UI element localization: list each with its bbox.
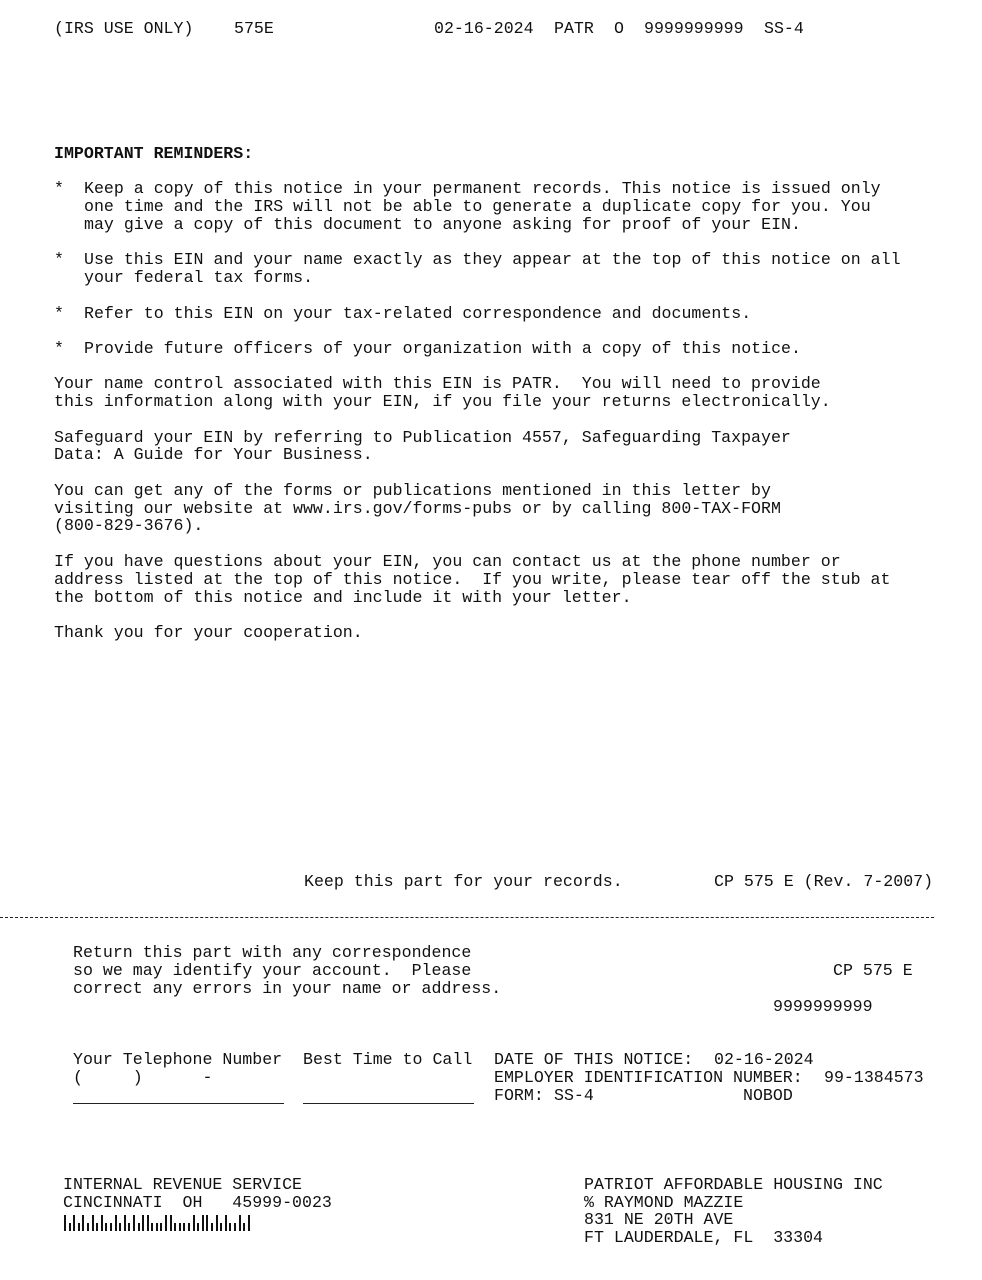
reminders-title: IMPORTANT REMINDERS: <box>54 144 254 163</box>
ein-value: 99-1384573 <box>824 1068 924 1087</box>
text-line: one time and the IRS will not be able to generate a duplicate copy for you. You <box>84 197 871 216</box>
address-line: PATRIOT AFFORDABLE HOUSING INC <box>584 1175 883 1194</box>
text-line: Your name control associated with this EIN is PATR. You will need to provide <box>54 374 821 393</box>
form-revision: CP 575 E (Rev. 7-2007) <box>714 872 934 891</box>
barcode-bar <box>119 1223 121 1231</box>
text-line: Safeguard your EIN by referring to Publication 4557, Safeguarding Taxpayer <box>54 428 791 447</box>
barcode-bar <box>174 1223 176 1231</box>
text-line: your federal tax forms. <box>84 268 314 287</box>
form-value: SS-4 <box>554 1086 594 1105</box>
address-line: CINCINNATI OH 45999-0023 <box>63 1193 332 1212</box>
barcode-bar <box>202 1215 204 1231</box>
best-time-field[interactable] <box>303 1103 474 1104</box>
form-extra: NOBOD <box>743 1086 793 1105</box>
barcode-bar <box>147 1215 149 1231</box>
address-line: FT LAUDERDALE, FL 33304 <box>584 1228 823 1247</box>
text-line: Provide future officers of your organization with a copy of this notice. <box>84 339 801 358</box>
barcode-bar <box>193 1215 195 1231</box>
barcode-bar <box>243 1223 245 1231</box>
barcode-bar <box>87 1223 89 1231</box>
barcode-bar <box>234 1223 236 1231</box>
text-line: the bottom of this notice and include it with your letter. <box>54 588 632 607</box>
header-flag: O <box>614 19 624 38</box>
barcode-bar <box>156 1223 158 1231</box>
text-line: You can get any of the forms or publications mentioned in this letter by <box>54 481 771 500</box>
barcode-bar <box>101 1215 103 1231</box>
text-line: this information along with your EIN, if you file your returns electronically. <box>54 392 831 411</box>
barcode-bar <box>179 1223 181 1231</box>
thank-you: Thank you for your cooperation. <box>54 623 363 642</box>
telephone-label: Your Telephone Number <box>73 1050 283 1069</box>
barcode-bar <box>216 1215 218 1231</box>
bullet-icon: * <box>54 304 64 323</box>
barcode-bar <box>69 1223 71 1231</box>
header-number: 9999999999 <box>644 19 744 38</box>
telephone-underline <box>73 1103 284 1104</box>
barcode-bar <box>165 1215 167 1231</box>
postal-barcode <box>64 1214 350 1231</box>
barcode-bar <box>138 1223 140 1231</box>
bullet-icon: * <box>54 339 64 358</box>
barcode-bar <box>151 1223 153 1231</box>
text-line: Data: A Guide for Your Business. <box>54 445 373 464</box>
best-time-label: Best Time to Call <box>303 1050 473 1069</box>
tear-line <box>0 917 934 918</box>
text-line: Refer to this EIN on your tax-related correspondence and documents. <box>84 304 752 323</box>
notice-date-value: 02-16-2024 <box>714 1050 814 1069</box>
barcode-bar <box>183 1223 185 1231</box>
barcode-bar <box>82 1215 84 1231</box>
stub-form-code: CP 575 E <box>833 961 913 980</box>
text-line: Keep a copy of this notice in your permanent records. This notice is issued only <box>84 179 881 198</box>
text-line: address listed at the top of this notice. If you write, please tear off the stub at <box>54 570 891 589</box>
address-line: 831 NE 20TH AVE <box>584 1210 734 1229</box>
barcode-bar <box>128 1223 130 1231</box>
header-form: SS-4 <box>764 19 804 38</box>
barcode-bar <box>105 1223 107 1231</box>
barcode-bar <box>170 1215 172 1231</box>
header-name-control: PATR <box>554 19 594 38</box>
barcode-bar <box>73 1215 75 1231</box>
barcode-bar <box>96 1223 98 1231</box>
text-line: (800-829-3676). <box>54 516 204 535</box>
barcode-bar <box>78 1223 80 1231</box>
barcode-bar <box>239 1215 241 1231</box>
barcode-bar <box>188 1223 190 1231</box>
irs-use-only: (IRS USE ONLY) <box>54 19 194 38</box>
barcode-bar <box>124 1215 126 1231</box>
barcode-bar <box>220 1223 222 1231</box>
stub-number: 9999999999 <box>773 997 873 1016</box>
address-line: % RAYMOND MAZZIE <box>584 1193 744 1212</box>
bullet-icon: * <box>54 250 64 269</box>
text-line: If you have questions about your EIN, you can contact us at the phone number or <box>54 552 841 571</box>
keep-records: Keep this part for your records. <box>304 872 623 891</box>
barcode-bar <box>225 1215 227 1231</box>
barcode-bar <box>142 1215 144 1231</box>
barcode-bar <box>115 1215 117 1231</box>
notice-code: 575E <box>234 19 274 38</box>
barcode-bar <box>160 1223 162 1231</box>
address-line: INTERNAL REVENUE SERVICE <box>63 1175 302 1194</box>
barcode-bar <box>206 1215 208 1231</box>
barcode-bar <box>64 1215 66 1231</box>
text-line: so we may identify your account. Please <box>73 961 472 980</box>
header-date: 02-16-2024 <box>434 19 534 38</box>
barcode-bar <box>110 1223 112 1231</box>
text-line: may give a copy of this document to anyone asking for proof of your EIN. <box>84 215 801 234</box>
barcode-bar <box>92 1215 94 1231</box>
text-line: Return this part with any correspondence <box>73 943 472 962</box>
barcode-bar <box>229 1223 231 1231</box>
form-label: FORM: <box>494 1086 544 1105</box>
text-line: visiting our website at www.irs.gov/forms-pubs or by calling 800-TAX-FORM <box>54 499 781 518</box>
barcode-bar <box>133 1215 135 1231</box>
telephone-field[interactable]: ( ) - <box>73 1068 213 1087</box>
bullet-icon: * <box>54 179 64 198</box>
text-line: correct any errors in your name or address. <box>73 979 502 998</box>
notice-date-label: DATE OF THIS NOTICE: <box>494 1050 694 1069</box>
text-line: Use this EIN and your name exactly as they appear at the top of this notice on all <box>84 250 901 269</box>
barcode-bar <box>197 1223 199 1231</box>
barcode-bar <box>248 1215 250 1231</box>
ein-label: EMPLOYER IDENTIFICATION NUMBER: <box>494 1068 803 1087</box>
barcode-bar <box>211 1223 213 1231</box>
